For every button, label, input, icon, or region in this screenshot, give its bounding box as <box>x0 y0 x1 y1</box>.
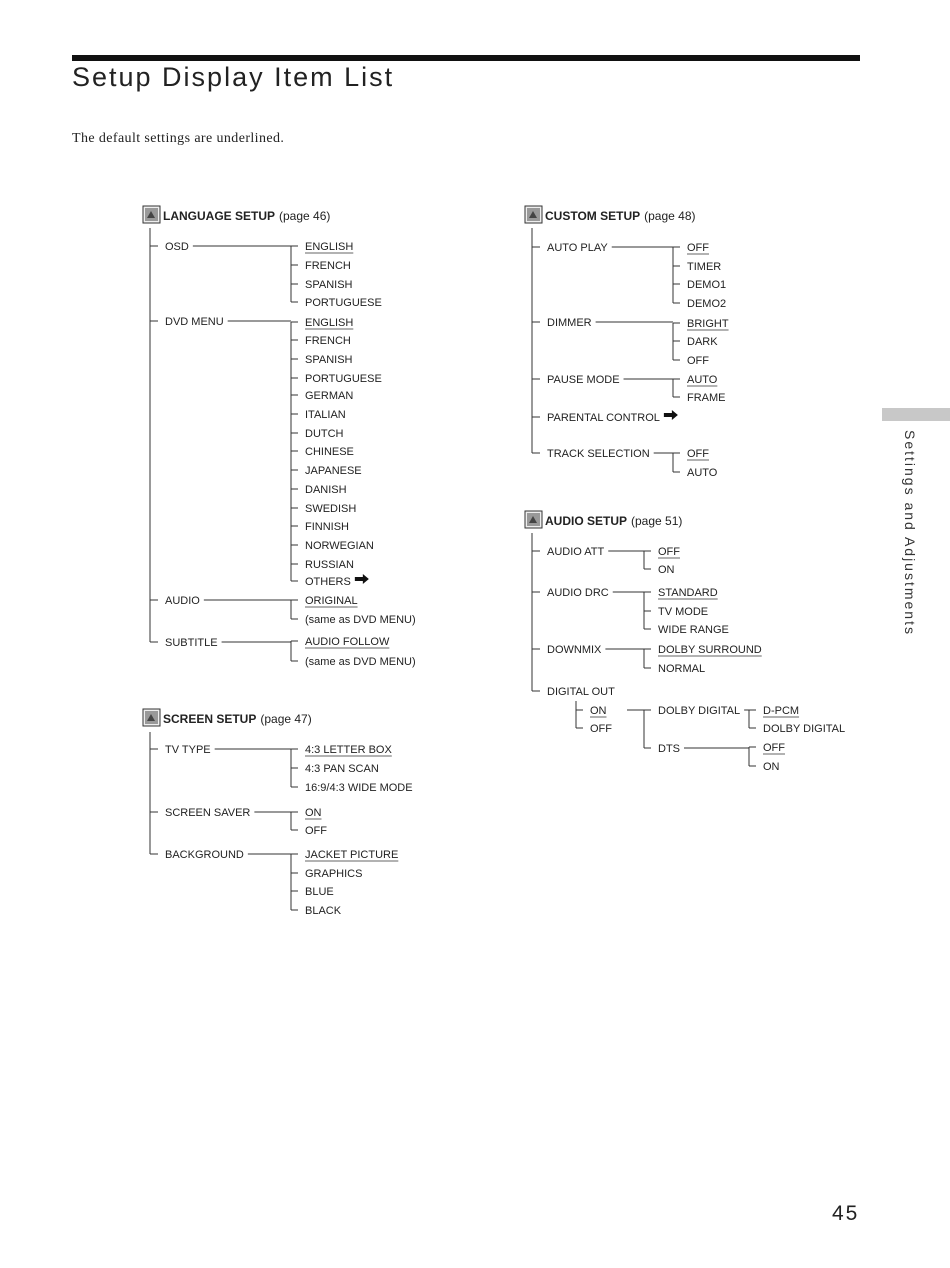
option-label: DARK <box>687 336 718 348</box>
setting-label: AUDIO <box>165 595 200 607</box>
option-label: GERMAN <box>305 390 354 402</box>
arrow-right-icon <box>664 410 678 420</box>
setting-label: BACKGROUND <box>165 849 244 861</box>
arrow-right-icon <box>355 574 369 584</box>
section-heading: LANGUAGE SETUP <box>163 209 276 223</box>
option-label: SWEDISH <box>305 503 357 515</box>
option-label: RUSSIAN <box>305 559 354 571</box>
setting-label: SCREEN SAVER <box>165 807 251 819</box>
option-label: NORMAL <box>658 663 706 675</box>
section-heading: SCREEN SETUP <box>163 712 257 726</box>
option-label: BRIGHT <box>687 318 729 330</box>
setting-label: TRACK SELECTION <box>547 448 650 460</box>
intro-text: The default settings are underlined. <box>72 131 285 146</box>
option-label: GRAPHICS <box>305 868 363 880</box>
option-label: DEMO2 <box>687 298 727 310</box>
setting-label: OSD <box>165 241 189 253</box>
option-label: OFF <box>658 546 680 558</box>
option-label: DOLBY SURROUND <box>658 644 762 656</box>
option-label: ON <box>305 807 322 819</box>
option-label: 4:3 LETTER BOX <box>305 744 392 756</box>
setting-label: SUBTITLE <box>165 637 218 649</box>
option-label: OFF <box>687 448 709 460</box>
option-label: TIMER <box>687 261 722 273</box>
option-label: ON <box>658 564 675 576</box>
option-label: OFF <box>687 355 709 367</box>
option-label: OFF <box>763 742 785 754</box>
option-label: OFF <box>590 723 612 735</box>
section-heading: AUDIO SETUP <box>545 514 628 528</box>
option-label: 16:9/4:3 WIDE MODE <box>305 782 413 794</box>
setting-label: TV TYPE <box>165 744 211 756</box>
option-label: DOLBY DIGITAL <box>763 723 846 735</box>
sub-setting-label: DOLBY DIGITAL <box>658 705 741 717</box>
option-label: NORWEGIAN <box>305 540 374 552</box>
setting-label: AUTO PLAY <box>547 242 608 254</box>
section-page-ref: (page 51) <box>631 514 683 528</box>
option-label: 4:3 PAN SCAN <box>305 763 379 775</box>
option-label: DANISH <box>305 484 347 496</box>
language-setup-icon <box>143 206 160 223</box>
option-label: SPANISH <box>305 354 353 366</box>
sub-setting-label: DTS <box>658 743 680 755</box>
option-label: ENGLISH <box>305 317 354 329</box>
section-heading: CUSTOM SETUP <box>545 209 641 223</box>
option-label: ON <box>590 705 607 717</box>
option-label: FINNISH <box>305 521 349 533</box>
option-label: (same as DVD MENU) <box>305 614 416 626</box>
option-label: FRENCH <box>305 260 351 272</box>
option-label: BLUE <box>305 886 334 898</box>
option-label: BLACK <box>305 905 342 917</box>
screen-setup-icon <box>143 709 160 726</box>
section-page-ref: (page 47) <box>260 712 312 726</box>
option-label: OFF <box>305 825 327 837</box>
setting-label: AUDIO ATT <box>547 546 605 558</box>
option-label: JAPANESE <box>305 465 362 477</box>
option-label: TV MODE <box>658 606 709 618</box>
option-label: STANDARD <box>658 587 718 599</box>
option-label: FRAME <box>687 392 726 404</box>
option-label: OFF <box>687 242 709 254</box>
option-label: AUTO <box>687 374 718 386</box>
option-label: DEMO1 <box>687 279 727 291</box>
option-label: PORTUGUESE <box>305 373 382 385</box>
section-page-ref: (page 46) <box>279 209 331 223</box>
page-title: Setup Display Item List <box>72 62 395 92</box>
option-label: ON <box>763 761 780 773</box>
option-label: AUTO <box>687 467 718 479</box>
option-label: JACKET PICTURE <box>305 849 399 861</box>
option-label: ORIGINAL <box>305 595 358 607</box>
option-label: PORTUGUESE <box>305 297 382 309</box>
setting-label: PARENTAL CONTROL <box>547 412 660 424</box>
section-page-ref: (page 48) <box>644 209 696 223</box>
option-label: ITALIAN <box>305 409 346 421</box>
audio-setup-icon <box>525 511 542 528</box>
option-label: OTHERS <box>305 576 351 588</box>
setting-label: DIMMER <box>547 317 592 329</box>
option-label: SPANISH <box>305 279 353 291</box>
option-label: DUTCH <box>305 428 344 440</box>
custom-setup-icon <box>525 206 542 223</box>
option-label: (same as DVD MENU) <box>305 656 416 668</box>
setting-label: DIGITAL OUT <box>547 686 615 698</box>
option-label: FRENCH <box>305 335 351 347</box>
page-number: 45 <box>832 1202 860 1225</box>
side-tab-label: Settings and Adjustments <box>902 430 918 636</box>
setting-label: DOWNMIX <box>547 644 602 656</box>
setting-label: DVD MENU <box>165 316 224 328</box>
setting-label: AUDIO DRC <box>547 587 609 599</box>
option-label: D-PCM <box>763 705 800 717</box>
option-label: ENGLISH <box>305 241 354 253</box>
option-label: AUDIO FOLLOW <box>305 636 390 648</box>
option-label: WIDE RANGE <box>658 624 729 636</box>
option-label: CHINESE <box>305 446 354 458</box>
setting-label: PAUSE MODE <box>547 374 620 386</box>
